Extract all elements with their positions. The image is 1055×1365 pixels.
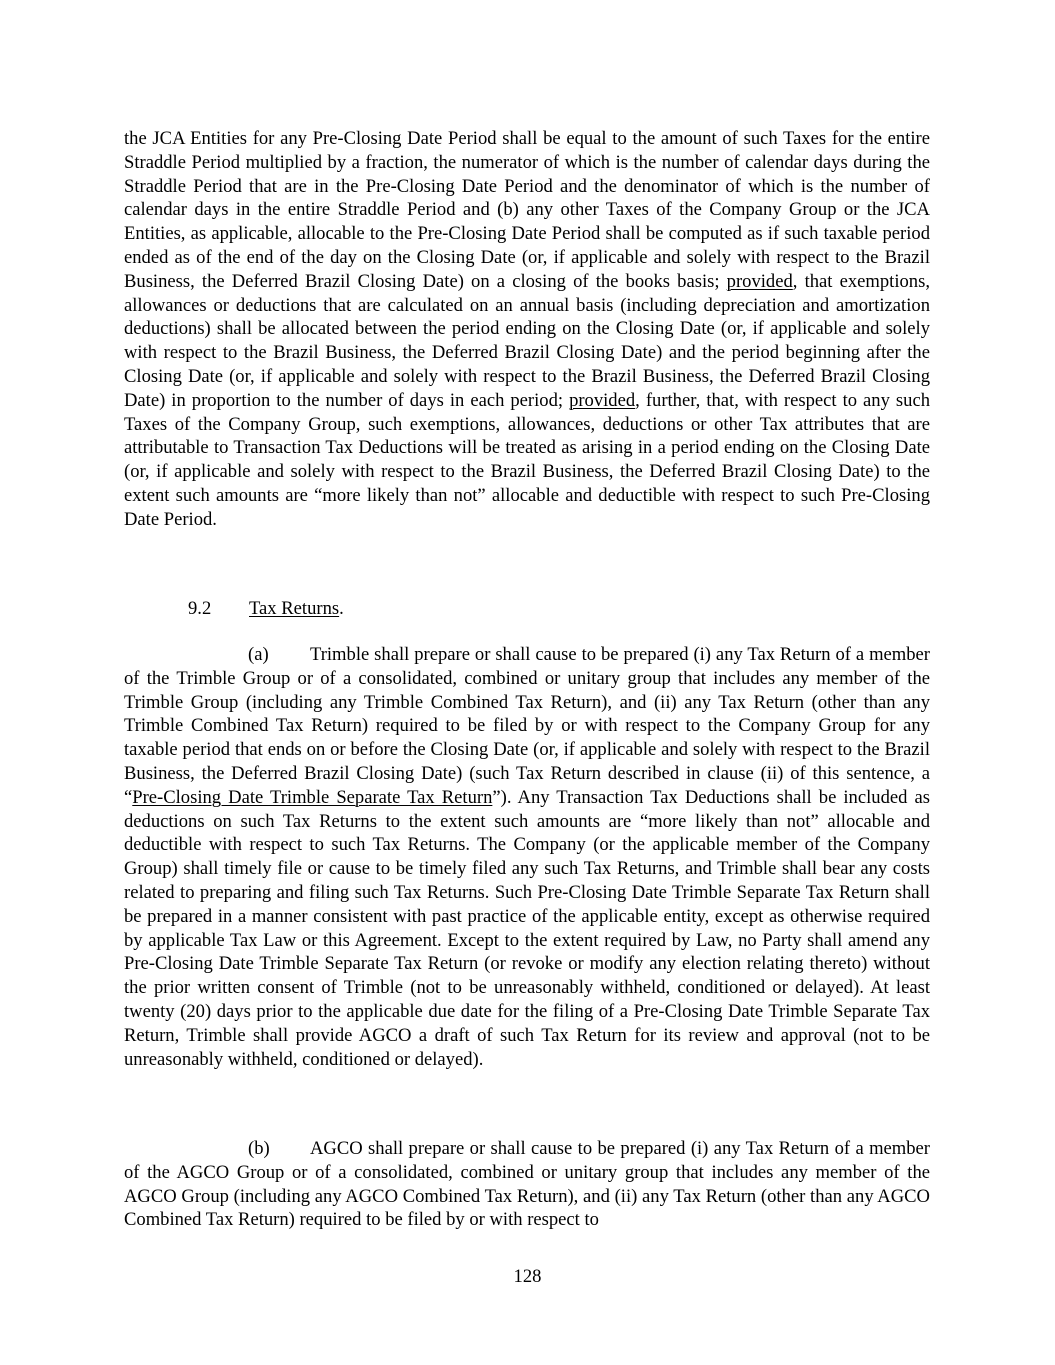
text-run: AGCO shall prepare or shall cause to be prepared (i) any Tax Return of a member of the AGCO Group or of a consolidated, combined or unitary group that includes any member of the AGCO Group (including any AGCO Combined Tax Return), and (ii) any Tax Return (other than any AGCO Combined Tax Return) required to be filed by or with respect to — [124, 1138, 930, 1231]
provided-term: provided — [569, 389, 636, 411]
text-run: , further, that, with respect to any such Taxes of the Company Group, such exemptions, allowances, deductions or other Tax attributes that are attributable to Transaction Tax Deductions will be treated as arising in a period ending on the Closing Date (or, if applicable and solely with respect to the Brazil Business, the Deferred Brazil Closing Date) to the extent such amounts are “more likely than not” allocable and deductible with respect to such Pre-Closing Date Period. — [124, 389, 930, 530]
clause-label: (a) — [248, 644, 269, 665]
section-title-suffix: . — [339, 598, 344, 619]
paragraph-straddle-allocation — [124, 127, 930, 532]
provided-term: provided — [726, 270, 793, 292]
text-run: the JCA Entities for any Pre-Closing Date Period shall be equal to the amount of such Taxes for the entire Straddle Period multiplied by a fraction, the numerator of which is the number of calendar days during the Straddle Period that are in the Pre-Closing Date Period and the denominator of which is the number of calendar days in the entire Straddle Period and (b) any other Taxes of the Company Group or the JCA Entities, as applicable, allocable to the Pre-Closing Date Period shall be computed as if such taxable period ended as of the end of the day on the Closing Date (or, if applicable and solely with respect to the Brazil Business, the Deferred Brazil Closing Date) on a closing of the books basis; — [124, 128, 930, 292]
page-number: 128 — [513, 1266, 542, 1287]
section-title: Tax Returns — [249, 598, 340, 619]
defined-term: Pre-Closing Date Trimble Separate Tax Return — [132, 786, 493, 808]
clause-label: (b) — [248, 1138, 270, 1159]
paragraph-9-2-a — [124, 643, 930, 1071]
section-number: 9.2 — [188, 598, 212, 619]
text-run: Trimble shall prepare or shall cause to be prepared (i) any Tax Return of a member of the Trimble Group or of a consolidated, combined or unitary group that includes any member of the Trimble Group (including any Trimble Combined Tax Return), and (ii) any Tax Return (other than any Trimble Combined Tax Return) required to be filed by or with respect to the Company Group for any taxable period that ends on or before the Closing Date (or, if applicable and solely with respect to the Brazil Business, the Deferred Brazil Closing Date) (such Tax Return described in clause (ii) of this sentence, a “ — [124, 644, 930, 808]
text-run: , that exemptions, allowances or deductions that are calculated on an annual basis (including depreciation and amortization deductions) shall be allocated between the period ending on the Closing Date (or, if applicable and solely with respect to the Brazil Business, the Deferred Brazil Closing Date) and the period beginning after the Closing Date (or, if applicable and solely with respect to the Brazil Business, the Deferred Brazil Closing Date) in proportion to the number of days in each period; — [124, 270, 930, 411]
text-run: ”). Any Transaction Tax Deductions shall be included as deductions on such Tax Returns to the extent such amounts are “more likely than not” allocable and deductible with respect to such Tax Returns. The Company (or the applicable member of the Company Group) shall timely file or cause to be timely filed any such Tax Returns, and Trimble shall bear any costs related to preparing and filing such Tax Returns. Such Pre-Closing Date Trimble Separate Tax Return shall be prepared in a manner consistent with past practice of the applicable entity, except as otherwise required by applicable Tax Law or this Agreement. Except to the extent required by Law, no Party shall amend any Pre-Closing Date Trimble Separate Tax Return (or revoke or modify any election relating thereto) without the prior written consent of Trimble (not to be unreasonably withheld, conditioned or delayed). At least twenty (20) days prior to the applicable due date for the filing of a Pre-Closing Date Trimble Separate Tax Return, Trimble shall provide AGCO a draft of such Tax Return for its review and approval (not to be unreasonably withheld, conditioned or delayed). — [124, 786, 930, 1070]
section-heading — [188, 597, 344, 621]
paragraph-9-2-b — [124, 1137, 930, 1232]
